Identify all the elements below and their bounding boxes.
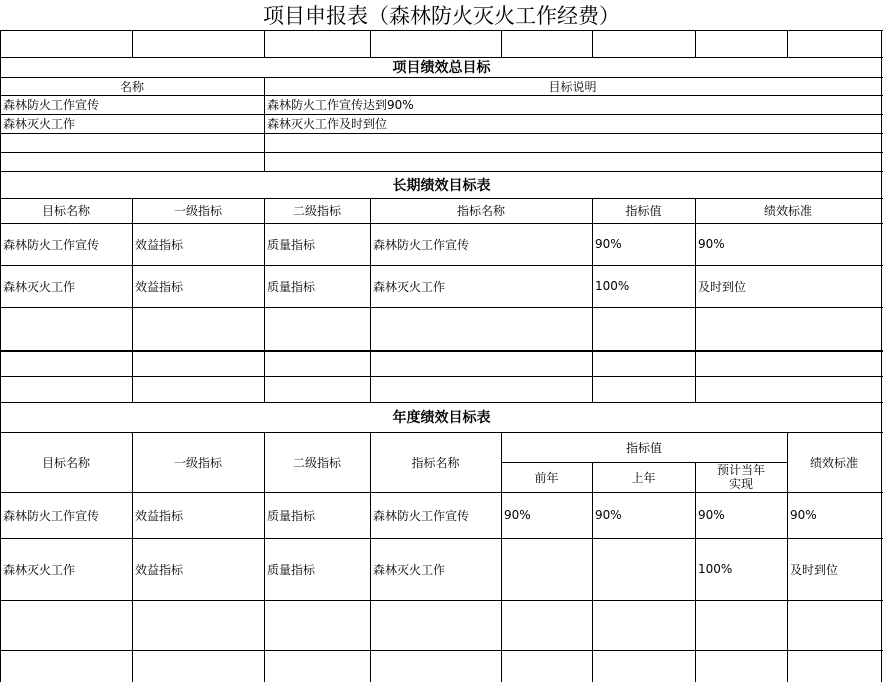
an-cell: 及时到位 [790,562,839,577]
lt-cell: 森林防火工作宣传 [373,237,470,252]
lt-cell: 效益指标 [135,279,184,294]
col-header-description: 目标说明 [548,79,597,94]
grid-line [0,133,883,134]
an-subheader-expected: 预计当年实现 [716,463,765,491]
lt-cell: 及时到位 [698,279,747,294]
annual-heading: 年度绩效目标表 [392,410,491,426]
an-cell: 森林防火工作宣传 [373,508,470,523]
lt-cell: 质量指标 [267,279,316,294]
grid-line [592,30,593,57]
an-cell: 森林灭火工作 [373,562,446,577]
lt-cell: 森林灭火工作 [373,279,446,294]
grid-line [695,30,696,57]
grid-line [132,30,133,57]
grid-line [370,30,371,57]
page-title: 项目申报表（森林防火灭火工作经费） [263,4,620,28]
an-cell: 效益指标 [135,562,184,577]
an-subheader-prev-year: 前年 [534,470,559,485]
an-header-level1: 一级指标 [173,455,222,470]
grid-line [501,30,502,57]
an-subheader-last-year: 上年 [631,470,656,485]
an-cell: 森林防火工作宣传 [3,508,100,523]
an-cell [501,538,592,600]
an-cell: 效益指标 [135,508,184,523]
grid-line [0,152,883,153]
lt-header-goal-name: 目标名称 [41,204,90,218]
grid-line [264,30,265,57]
lt-cell: 质量指标 [267,237,316,252]
an-cell [592,538,695,600]
col-header-name: 名称 [119,79,144,94]
overall-goal-name: 森林防火工作宣传 [3,98,100,112]
an-cell: 100% [698,562,733,576]
an-cell: 质量指标 [267,508,316,523]
lt-cell: 森林防火工作宣传 [3,237,100,252]
lt-header-level1: 一级指标 [173,204,222,218]
an-header-indicator-name: 指标名称 [411,455,460,470]
lt-header-level2: 二级指标 [292,204,341,218]
lt-header-indicator-value: 指标值 [625,204,662,218]
grid-line [881,30,882,682]
lt-cell: 90% [595,237,622,251]
lt-cell: 100% [595,279,630,293]
an-cell: 森林灭火工作 [3,562,76,577]
an-header-level2: 二级指标 [292,455,341,470]
grid-line [787,30,788,57]
long-term-heading: 长期绩效目标表 [392,177,491,194]
overall-goal-desc: 森林防火工作宣传达到90% [267,98,414,112]
an-cell: 90% [504,508,531,522]
overall-goal-desc: 森林灭火工作及时到位 [267,117,388,131]
lt-cell: 90% [698,237,725,251]
an-header-goal-name: 目标名称 [41,455,90,470]
lt-header-standard: 绩效标准 [763,204,812,218]
lt-cell: 森林灭火工作 [3,279,76,294]
overall-goal-name: 森林灭火工作 [3,117,76,131]
an-cell: 90% [698,508,725,522]
overall-goal-heading: 项目绩效总目标 [392,60,491,76]
an-header-standard: 绩效标准 [809,455,858,470]
an-header-indicator-value: 指标值 [625,440,662,455]
an-cell: 质量指标 [267,562,316,577]
lt-header-indicator-name: 指标名称 [456,204,505,218]
lt-cell: 效益指标 [135,237,184,252]
an-cell: 90% [595,508,622,522]
an-cell: 90% [790,508,817,522]
